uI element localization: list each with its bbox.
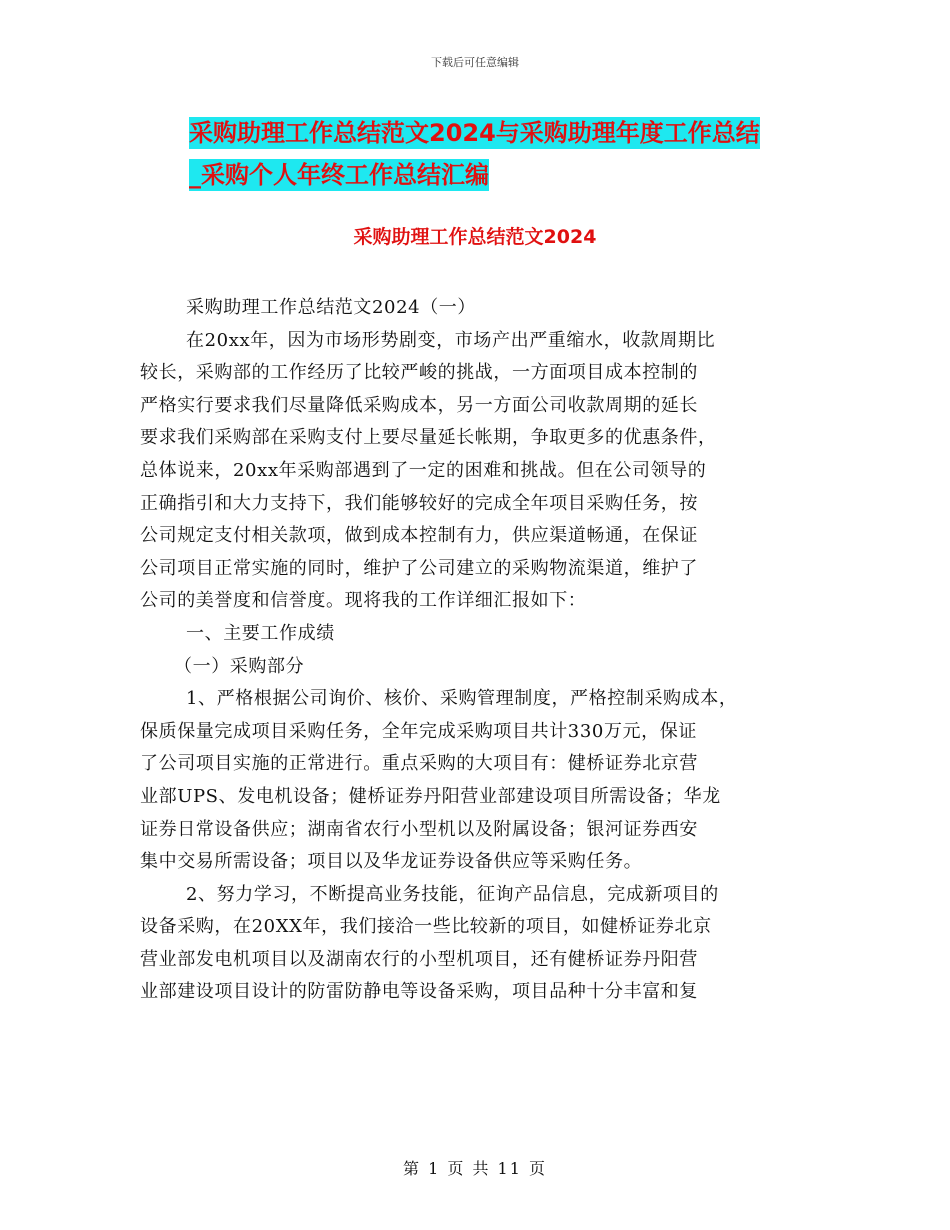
paragraph-line: 正确指引和大力支持下，我们能够较好的完成全年项目采购任务，按 <box>140 492 698 514</box>
paragraph-line: 公司规定支付相关款项，做到成本控制有力，供应渠道畅通，在保证 <box>140 525 698 547</box>
paragraph-line: 严格实行要求我们尽量降低采购成本，另一方面公司收款周期的延长 <box>140 394 698 416</box>
paragraph-line: 较长，采购部的工作经历了比较严峻的挑战，一方面项目成本控制的 <box>140 362 698 384</box>
document-title <box>0 112 950 196</box>
title-line-2 <box>0 154 950 196</box>
paragraph-line: 业部UPS、发电机设备；健桥证券丹阳营业部建设项目所需设备；华龙 <box>140 785 721 807</box>
paragraph-line: 业部建设项目设计的防雷防静电等设备采购，项目品种十分丰富和复 <box>140 981 698 1003</box>
section-heading: 一、主要工作成绩 <box>186 622 335 644</box>
paragraph-line: 1、严格根据公司询价、核价、采购管理制度，严格控制采购成本， <box>186 688 738 710</box>
paragraph-line: 要求我们采购部在采购支付上要尽量延长帐期，争取更多的优惠条件， <box>140 427 717 449</box>
header-note: 下载后可任意编辑 <box>431 56 519 69</box>
body-text <box>140 292 820 1009</box>
subsection-heading: （一）采购部分 <box>174 655 305 677</box>
title-line-1-text: 采购助理工作总结范文2024与采购助理年度工作总结 <box>189 119 760 147</box>
page-footer: 第 1 页 共 11 页 <box>403 1159 547 1178</box>
section-title: 采购助理工作总结范文2024 <box>353 226 597 248</box>
paragraph-line: 在20xx年，因为市场形势剧变，市场产出严重缩水，收款周期比 <box>186 329 716 351</box>
paragraph-line: 公司的美誉度和信誉度。现将我的工作详细汇报如下： <box>140 590 587 612</box>
paragraph-line: 2、努力学习，不断提高业务技能，征询产品信息，完成新项目的 <box>186 883 719 905</box>
paragraph-line: 证券日常设备供应；湖南省农行小型机以及附属设备；银河证券西安 <box>140 818 698 840</box>
paragraph-line: 集中交易所需设备；项目以及华龙证券设备供应等采购任务。 <box>140 851 643 873</box>
paragraph-line: 设备采购，在20XX年，我们接洽一些比较新的项目，如健桥证券北京 <box>140 916 712 938</box>
paragraph-line: 营业部发电机项目以及湖南农行的小型机项目，还有健桥证券丹阳营 <box>140 948 698 970</box>
paragraph-line: 了公司项目实施的正常进行。重点采购的大项目有：健桥证券北京营 <box>140 753 698 775</box>
title-line-2-text: _采购个人年终工作总结汇编 <box>189 161 489 189</box>
paragraph-heading: 采购助理工作总结范文2024（一） <box>186 297 477 318</box>
paragraph-line: 保质保量完成项目采购任务，全年完成采购项目共计330万元，保证 <box>140 720 697 742</box>
paragraph-line: 公司项目正常实施的同时，维护了公司建立的采购物流渠道，维护了 <box>140 557 698 579</box>
paragraph-line: 总体说来，20xx年采购部遇到了一定的困难和挑战。但在公司领导的 <box>140 459 707 481</box>
title-line-1 <box>0 112 950 154</box>
